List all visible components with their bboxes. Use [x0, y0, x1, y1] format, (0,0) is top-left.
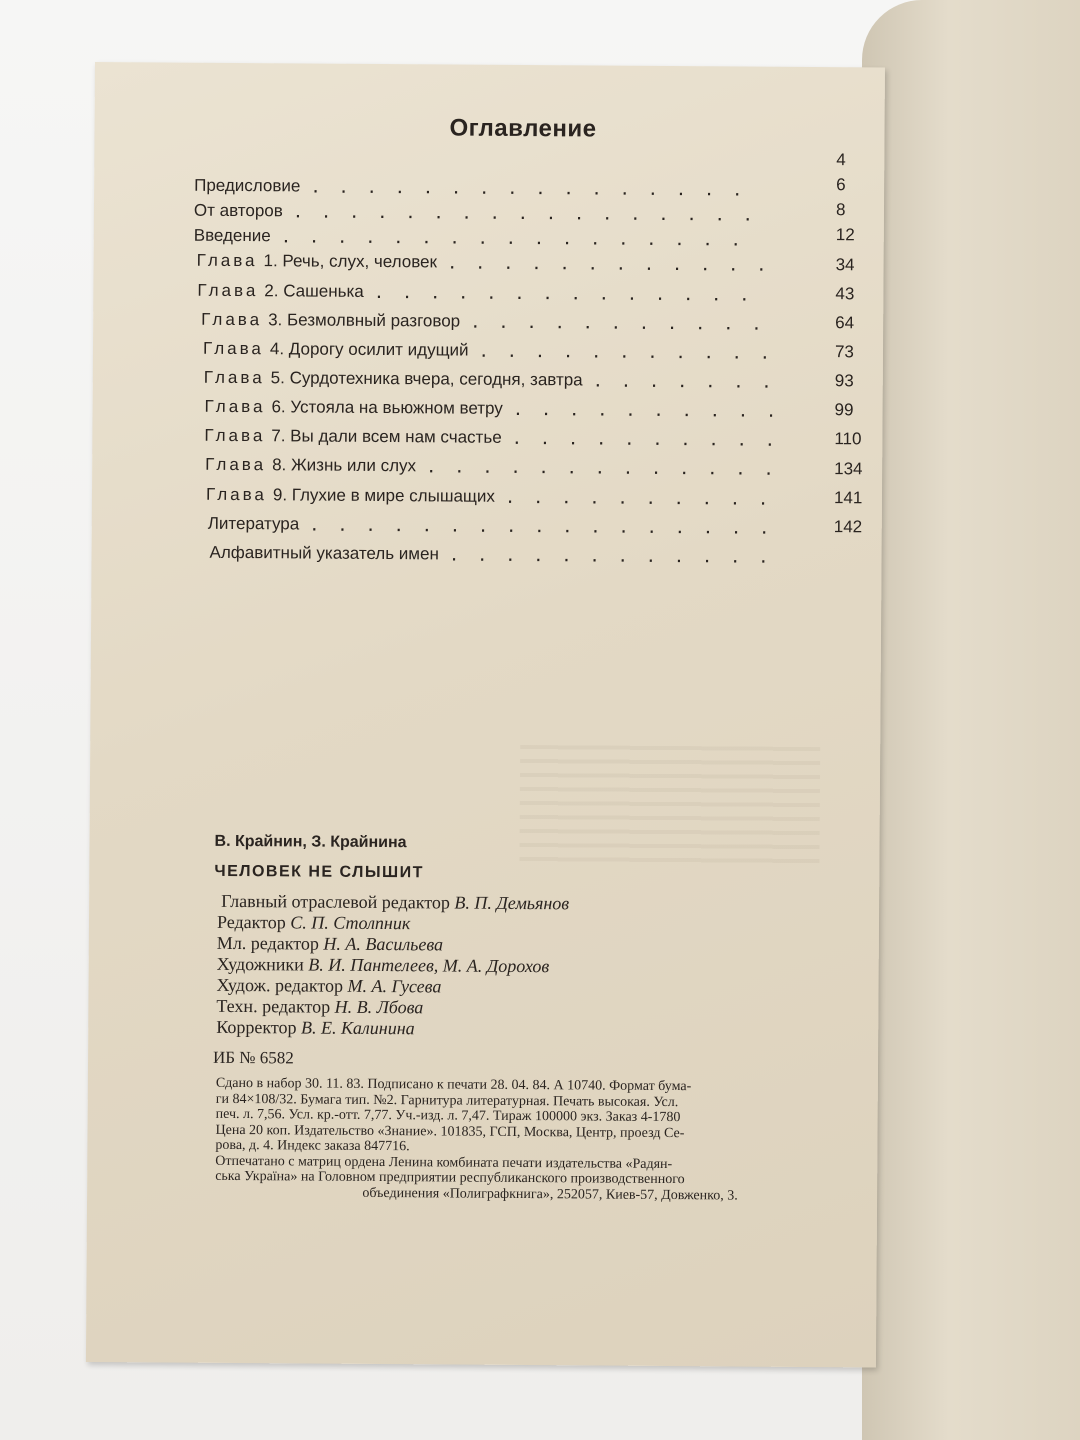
credit-name: М. А. Гусева — [347, 975, 442, 997]
toc-page-number: 93 — [834, 371, 854, 391]
leader-dots: .......... — [513, 423, 796, 451]
leader-dots: ................. — [294, 197, 773, 226]
chapter-prefix: Глава — [204, 396, 266, 417]
toc-title: Оглавление — [449, 114, 597, 143]
chapter-prefix: Глава — [197, 280, 259, 301]
toc-page-number: 4 — [836, 150, 846, 170]
toc-entry-title: Введение — [193, 225, 271, 246]
leader-dots: ....... — [594, 366, 792, 393]
leader-dots: ........... — [472, 307, 782, 335]
credit-role: Главный отраслевой редактор — [221, 890, 450, 913]
credit-line — [217, 912, 410, 934]
toc-entry-label — [204, 426, 501, 448]
leader-dots: ............ — [450, 540, 789, 568]
publication-line: рова, д. 4. Индекс заказа 847716. — [215, 1137, 410, 1155]
credit-line — [221, 891, 569, 914]
toc-entry-title: 6. Устояла на вьюжном ветру — [271, 397, 503, 418]
chapter-prefix: Глава — [205, 484, 267, 505]
publication-line: Сдано в набор 30. 11. 83. Подписано к печати 28. 04. 84. А 10740. Формат бума- — [215, 1075, 692, 1095]
leader-dots: ............. — [428, 452, 794, 480]
leader-dots: ................. — [282, 222, 761, 251]
credit-name: Н. А. Васильева — [323, 933, 444, 955]
toc-entry-label — [194, 176, 300, 197]
toc-entry-title: 4. Дорогу осилит идущий — [269, 339, 469, 360]
toc-entry-label — [205, 397, 503, 419]
chapter-prefix: Глава — [205, 454, 267, 475]
toc-page-number: 6 — [836, 175, 846, 195]
credit-line — [217, 954, 550, 977]
toc-page-number: 64 — [835, 313, 855, 333]
credit-role: Редактор — [216, 911, 286, 933]
toc-entry-label — [197, 281, 363, 302]
publication-line: объединения «Полиграфкнига», 252057, Киев-57, Довженко, 3. — [362, 1185, 738, 1204]
toc-entry-label — [208, 514, 300, 535]
leader-dots: .......... — [506, 482, 789, 510]
toc-entry-title: Алфавитный указатель имен — [209, 542, 439, 564]
show-through-text — [519, 745, 820, 867]
toc-page-number: 8 — [835, 200, 846, 220]
toc-entry-title: 9. Глухие в мире слышащих — [272, 485, 495, 506]
credit-name: В. П. Демьянов — [454, 892, 570, 914]
toc-entry-label — [197, 251, 438, 273]
toc-page-number: 110 — [834, 429, 862, 449]
publication-line: Отпечатано с матриц ордена Ленина комбината печати издательства «Радян- — [215, 1153, 673, 1172]
toc-entry-title: 5. Сурдотехника вчера, сегодня, завтра — [270, 368, 583, 390]
toc-entry-title: 2. Сашенька — [264, 281, 364, 301]
credit-role: Мл. редактор — [216, 932, 319, 954]
toc-entry-title: 7. Вы дали всем нам счастье — [271, 426, 502, 447]
credit-line — [216, 1017, 415, 1039]
leader-dots: ............ — [449, 248, 787, 276]
leader-dots: .............. — [375, 277, 770, 306]
toc-page-number: 34 — [835, 255, 855, 275]
toc-entry-title: 8. Жизнь или слух — [272, 455, 417, 476]
toc-entry-label — [194, 201, 283, 222]
toc-page-number: 142 — [833, 517, 863, 537]
credit-name: С. П. Столпник — [290, 912, 411, 934]
publication-line: ська Україна» на Головном предприятии республиканского производственного — [215, 1168, 685, 1188]
toc-entry-title: Литература — [207, 513, 300, 534]
toc-entry-label — [205, 455, 416, 476]
publication-details — [215, 1076, 886, 1205]
toc-entry-label — [210, 543, 439, 565]
publication-line: Цена 20 коп. Издательство «Знание». 101835, ГСП, Москва, Центр, проезд Се- — [215, 1122, 685, 1141]
credit-line — [217, 933, 443, 956]
toc-entry-label — [201, 310, 460, 332]
credit-role: Худож. редактор — [216, 974, 344, 996]
credit-name: В. И. Пантелеев, М. А. Дорохов — [308, 954, 550, 977]
leader-dots: .......... — [514, 394, 797, 422]
chapter-prefix: Глава — [202, 338, 264, 359]
toc-page-number: 99 — [834, 400, 854, 420]
credit-role: Художники — [216, 953, 304, 975]
next-page-edge — [862, 0, 1080, 1440]
toc-entry-title: 1. Речь, слух, человек — [263, 251, 438, 272]
book-page — [86, 62, 885, 1367]
toc-entry-title: Предисловие — [194, 175, 301, 196]
chapter-prefix: Глава — [196, 250, 258, 271]
credit-role: Корректор — [216, 1016, 297, 1038]
toc-page-number: 141 — [833, 488, 863, 508]
credit-line — [216, 975, 441, 998]
toc-entry-label — [206, 485, 495, 507]
chapter-prefix: Глава — [204, 425, 266, 446]
credit-role: Техн. редактор — [216, 995, 331, 1017]
toc-page-number: 134 — [834, 459, 863, 479]
credit-name: В. Е. Калинина — [300, 1017, 415, 1039]
chapter-prefix: Глава — [203, 367, 265, 388]
toc-page-number: 73 — [834, 342, 854, 362]
toc-entry-label — [194, 226, 271, 247]
leader-dots: ................ — [312, 172, 763, 201]
book-title: ЧЕЛОВЕК НЕ СЛЫШИТ — [214, 862, 425, 882]
toc-entry-title: От авторов — [193, 200, 283, 221]
leader-dots: ........... — [480, 336, 791, 364]
leader-dots: ................. — [311, 510, 790, 539]
credit-line — [216, 996, 423, 1018]
book-authors: В. Крайнин, З. Крайнина — [214, 832, 407, 852]
chapter-prefix: Глава — [201, 309, 263, 330]
credit-name: Н. В. Лбова — [334, 996, 424, 1018]
toc-entry-label — [204, 368, 583, 391]
publication-line: печ. л. 7,56. Усл. кр.-отт. 7,77. Уч.-изд. л. 7,47. Тираж 100000 экз. Заказ 4-1780 — [215, 1106, 681, 1126]
toc-page-number: 43 — [835, 284, 855, 304]
ib-number: ИБ № 6582 — [212, 1047, 294, 1068]
toc-page-number: 12 — [835, 225, 855, 245]
toc-entry-title: 3. Безмолвный разговор — [268, 310, 461, 331]
toc-entry-label — [203, 339, 469, 361]
publication-line: ги 84×108/32. Бумага тип. №2. Гарнитура литературная. Печать высокая. Усл. — [215, 1091, 679, 1110]
